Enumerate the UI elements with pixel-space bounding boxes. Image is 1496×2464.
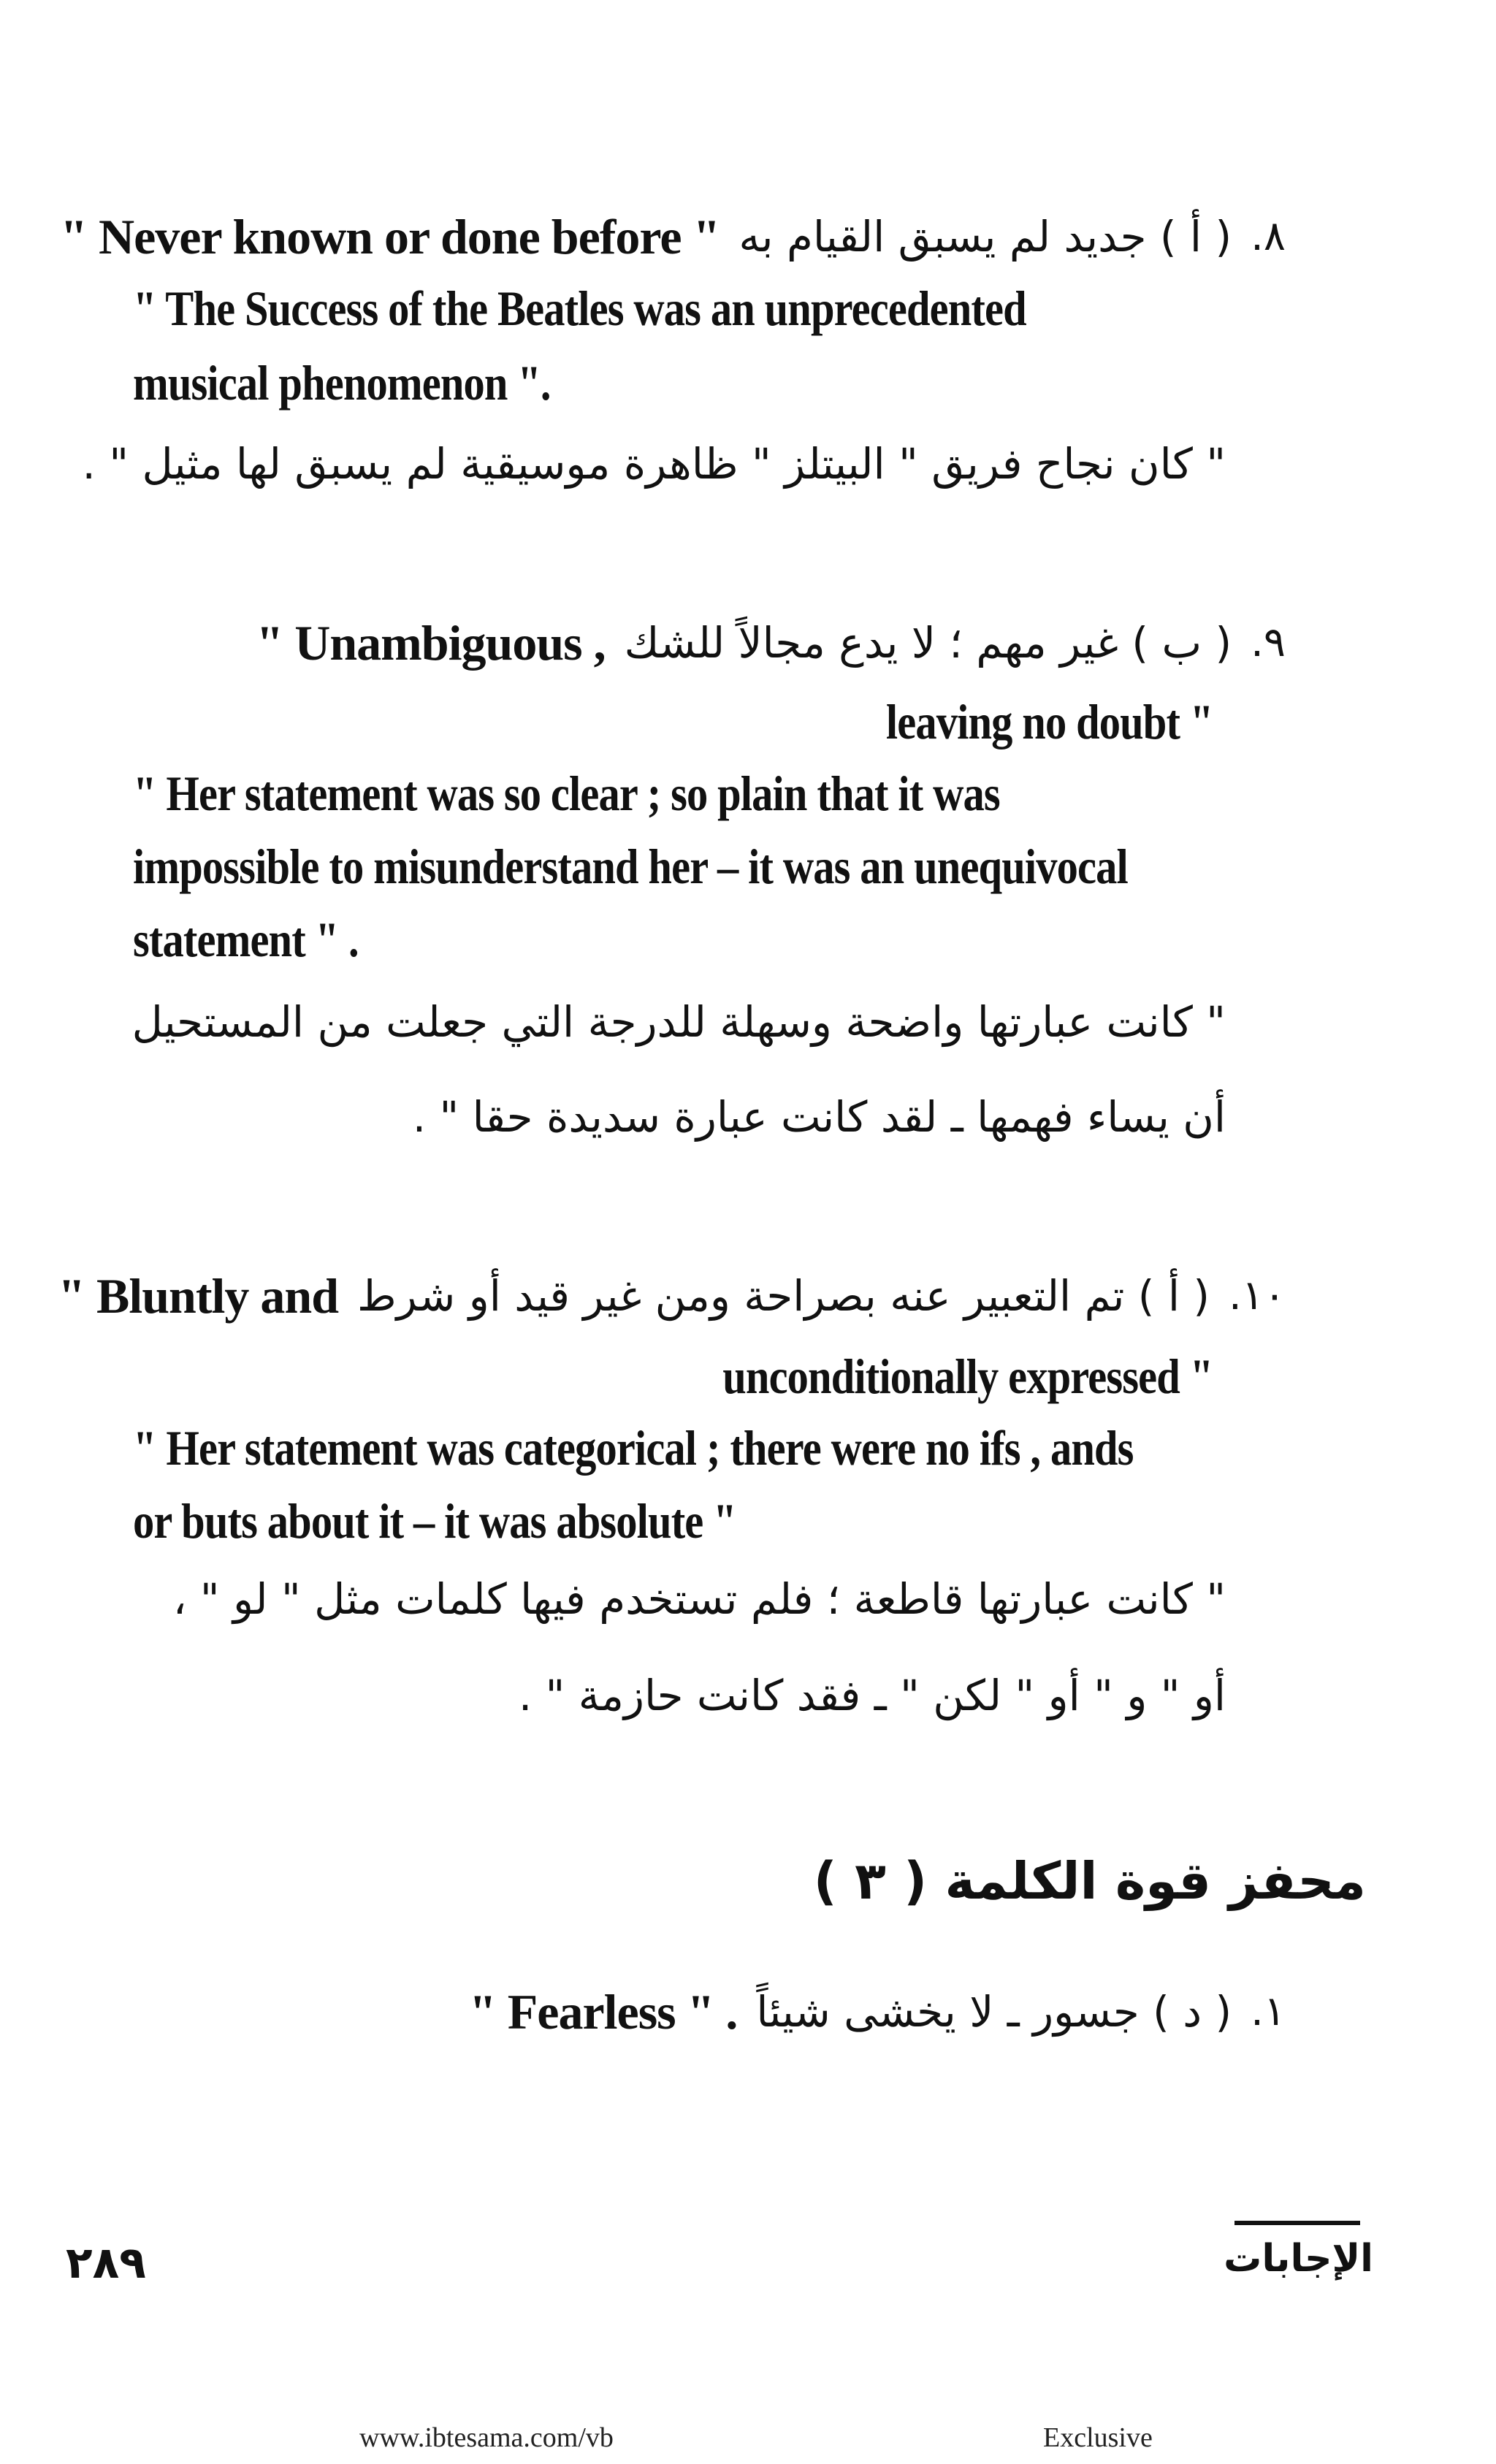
item-8-example-line-1: " The Success of the Beatles was an unprecedented (133, 281, 1026, 336)
item-8-definition-en: " Never known or done before " (60, 209, 720, 264)
item-10-example-line-2: or buts about it – it was absolute " (133, 1493, 736, 1549)
section-item-1-number: .١ (1251, 1988, 1286, 2035)
item-9-header (256, 615, 1286, 671)
item-9-answer-ar: ( ب ) غير مهم ؛ لا يدع مجالاً للشك (624, 618, 1232, 668)
item-9-translation-line-2: أن يساء فهمها ـ لقد كانت عبارة سديدة حقا " . (412, 1092, 1226, 1142)
item-9-number: .٩ (1251, 619, 1286, 666)
item-9-definition-line-1: " Unambiguous , (256, 615, 606, 671)
footer-url: www.ibtesama.com/vb (359, 2422, 614, 2453)
item-8-answer-ar: ( أ ) جديد لم يسبق القيام به (739, 212, 1232, 262)
page-number: ٢٨٩ (66, 2238, 146, 2289)
section-heading: محفز قوة الكلمة ( ٣ ) (813, 1851, 1366, 1911)
item-8-translation-line-1: " كان نجاح فريق " البيتلز " ظاهرة موسيقية لم يسبق لها مثيل " . (82, 439, 1226, 489)
item-10-header (58, 1268, 1286, 1324)
item-8-header (60, 209, 1286, 264)
item-9-example-line-2: impossible to misunderstand her – it was an unequivocal (133, 839, 1128, 894)
item-10-definition-line-1: " Bluntly and (58, 1268, 339, 1324)
item-8-number: .٨ (1251, 213, 1286, 260)
chapter-rule (1234, 2221, 1360, 2225)
item-10-definition-line-2: unconditionally expressed " (722, 1349, 1213, 1404)
item-9-example-line-3: statement " . (133, 912, 359, 967)
item-8-example-line-2: musical phenomenon ". (133, 355, 551, 411)
section-item-1-answer-ar: ( د ) جسور ـ لا يخشى شيئاً (756, 1987, 1232, 2037)
item-9-translation-line-1: " كانت عبارتها واضحة وسهلة للدرجة التي جعلت من المستحيل (131, 997, 1226, 1047)
section-item-1 (468, 1984, 1286, 2040)
item-10-answer-ar: ( أ ) تم التعبير عنه بصراحة ومن غير قيد أو شرط (357, 1271, 1210, 1321)
item-9-example-line-1: " Her statement was so clear ; so plain that it was (133, 766, 1000, 821)
item-10-translation-line-2: أو " و " أو " لكن " ـ فقد كانت حازمة " . (518, 1671, 1226, 1720)
item-10-number: .١٠ (1229, 1272, 1286, 1319)
item-10-translation-line-1: " كانت عبارتها قاطعة ؛ فلم تستخدم فيها كلمات مثل " لو " ، (172, 1574, 1226, 1624)
footer-exclusive: Exclusive (1043, 2422, 1153, 2453)
item-10-example-line-1: " Her statement was categorical ; there were no ifs , ands (133, 1420, 1134, 1476)
item-9-definition-line-2: leaving no doubt " (885, 694, 1213, 750)
chapter-label: الإجابات (1224, 2237, 1373, 2281)
section-item-1-definition-en: " Fearless " . (468, 1984, 738, 2040)
